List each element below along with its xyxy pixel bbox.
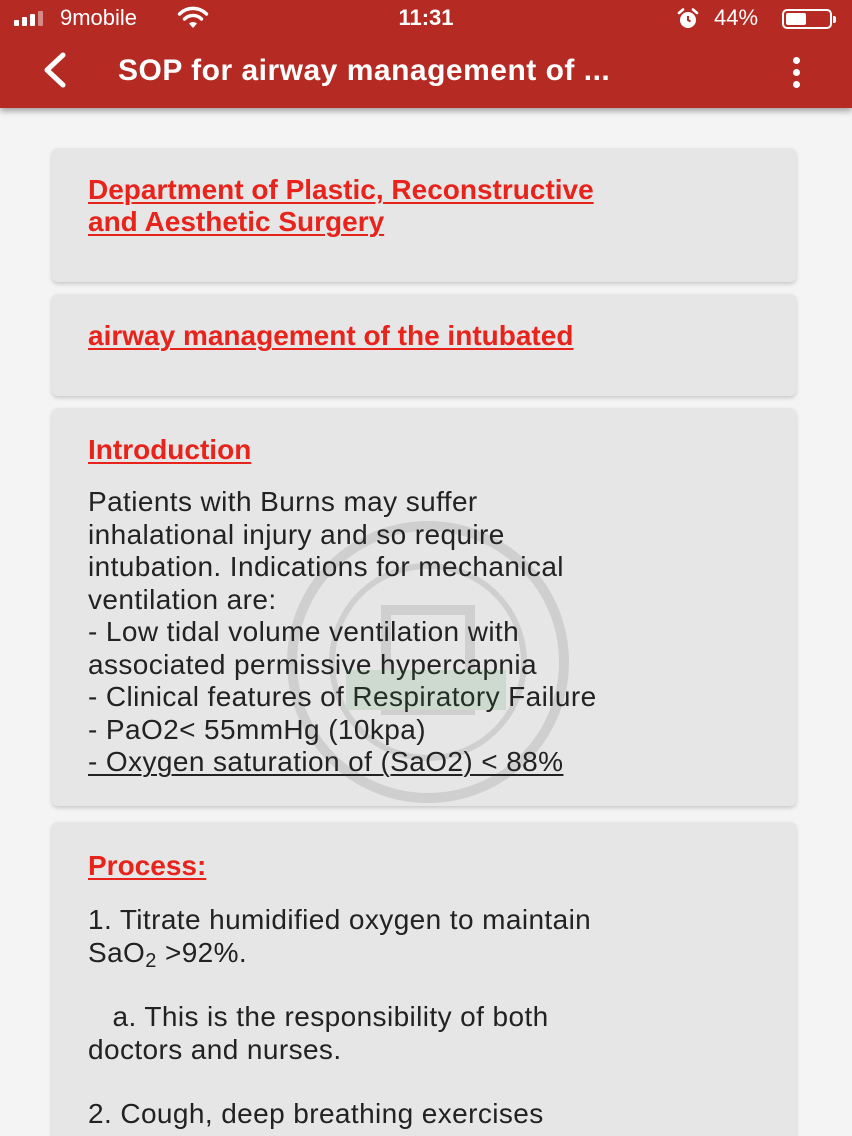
back-button[interactable]: [30, 48, 78, 96]
introduction-body: [88, 486, 760, 779]
intro-line: - Oxygen saturation of (SaO2) < 88%: [88, 746, 564, 777]
process-line: doctors and nurses.: [88, 1033, 342, 1065]
topic-card: [52, 294, 796, 396]
process-body: [88, 904, 760, 1131]
intro-line: - Low tidal volume ventilation with: [88, 616, 520, 647]
page-title: SOP for airway management of ...: [118, 54, 611, 87]
department-line-2: and Aesthetic Surgery: [88, 206, 385, 237]
intro-line: - PaO2< 55mmHg (10kpa): [88, 713, 426, 745]
battery-icon: [782, 9, 832, 29]
intro-line: - Clinical features of Respiratory Failure: [88, 681, 597, 712]
process-line: 1. Titrate humidified oxygen to maintain: [88, 904, 592, 935]
sao2-text: SaO: [88, 936, 146, 968]
more-options-button[interactable]: [776, 48, 816, 96]
more-vertical-icon: [793, 57, 800, 64]
status-bar: [0, 0, 852, 36]
app-bar: [0, 36, 852, 108]
intro-line: Patients with Burns may suffer: [88, 486, 478, 517]
introduction-card: [52, 408, 796, 806]
department-line-1: Department of Plastic, Reconstructive: [88, 174, 594, 205]
department-link[interactable]: [88, 174, 760, 238]
alarm-icon: [676, 7, 700, 37]
top-bar: [0, 0, 852, 108]
back-chevron-icon: [39, 52, 69, 93]
process-line: a. This is the responsibility of both: [88, 1001, 549, 1032]
intro-line: intubation. Indications for mechanical: [88, 551, 564, 582]
topic-link[interactable]: airway management of the intubated: [88, 320, 574, 351]
sao2-threshold: >92%.: [156, 936, 248, 968]
intro-line: inhalational injury and so require: [88, 518, 505, 550]
carrier-name: 9mobile: [60, 5, 138, 30]
process-card: [52, 822, 796, 1136]
content-area: [0, 108, 852, 1136]
intro-line: ventilation are:: [88, 583, 277, 615]
clock-time: 11:31: [398, 5, 454, 30]
process-heading: Process:: [88, 850, 207, 881]
battery-percentage: 44%: [714, 5, 759, 30]
process-line: [88, 937, 760, 970]
intro-line: associated permissive hypercapnia: [88, 648, 537, 680]
process-line: 2. Cough, deep breathing exercises: [88, 1098, 544, 1129]
department-card: [52, 148, 796, 282]
subscript-2: 2: [145, 949, 157, 972]
introduction-heading: Introduction: [88, 434, 252, 465]
